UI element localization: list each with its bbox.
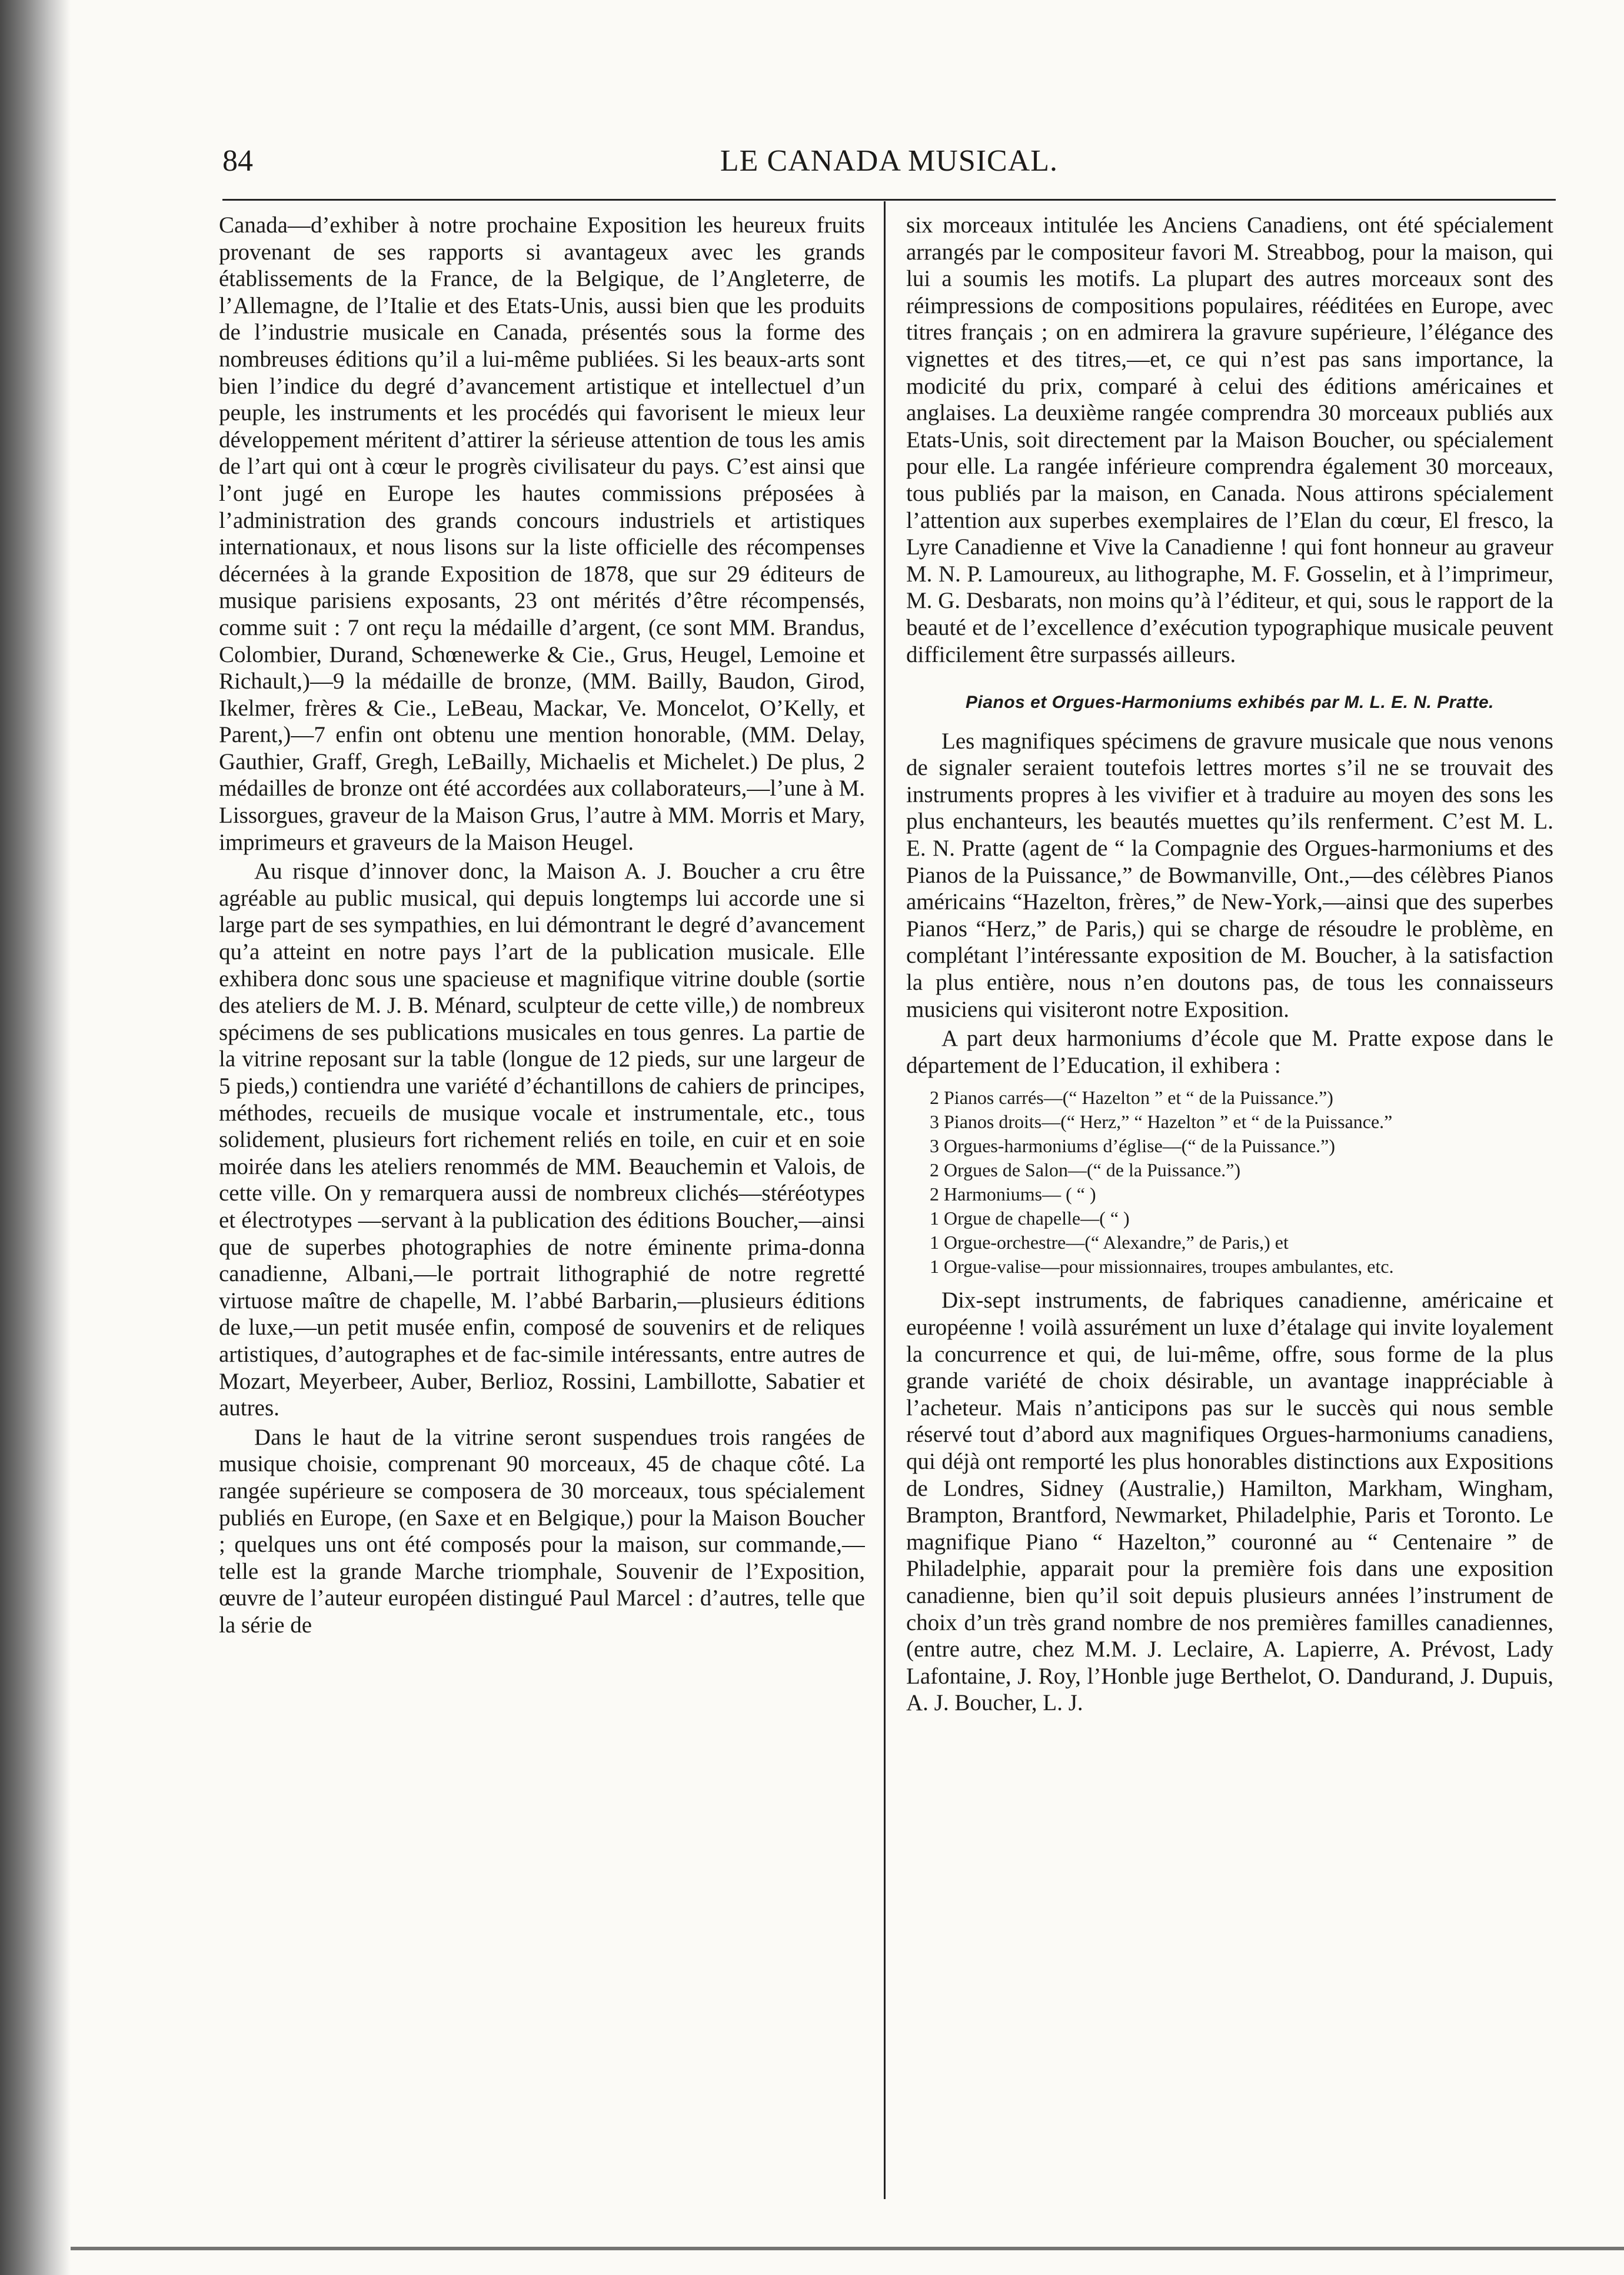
left-column — [219, 212, 865, 2201]
instrument-list — [930, 1086, 1553, 1279]
section-heading: Pianos et Orgues-Harmoniums exhibés par M. L. E. N. Pratte. — [965, 693, 1495, 713]
page-number: 84 — [222, 144, 253, 178]
paragraph: Dans le haut de la vitrine seront suspendues trois rangées de musique choisie, comprenant 90 morceaux, 45 de chaque côté. La rangée supérieure se composera de 30 morceaux, tous spécialement publiés en Europe, (en Saxe et en Belgique,) pour la Maison Boucher ; quelques uns ont été composés pour la maison, sur commande,—telle est la grande Marche triomphale, Souvenir de l’Exposition, œuvre de l’auteur européen distingué Paul Marcel : d’autres, telle que la série de — [219, 1424, 865, 1638]
scanned-binding-edge — [0, 0, 71, 2275]
paragraph: Au risque d’innover donc, la Maison A. J. Boucher a cru être agréable au public musical, qui depuis longtemps lui accorde une si large part de ses sympathies, en lui démontrant le degré d’avancement qu’a atteint en notre pays l’art de la publication musicale. Elle exhibera donc sous une spacieuse et magnifique vitrine double (sortie des ateliers de M. J. B. Ménard, sculpteur de cette ville,) de nombreux spécimens de ses publications musicales en tous genres. La partie de la vitrine reposant sur la table (longue de 12 pieds, sur une largeur de 5 pieds,) contiendra une variété d’échantillons de cahiers de principes, méthodes, recueils de musique vocale et instrumentale, etc., tous solidement, plusieurs fort richement reliés en toile, en cuir et en soie moirée dans les ateliers renommés de MM. Beauchemin et Valois, de cette ville. On y remarquera aussi de nombreux clichés—stéréotypes et électrotypes —servant à la publication des éditions Boucher,—ainsi que de superbes photographies de notre éminente prima-donna canadienne, Albani,—le portrait lithographié de notre regretté virtuose maître de chapelle, M. l’abbé Barbarin,—plusieurs éditions de luxe,—un petit musée enfin, composé de souvenirs et de reliques artistiques, d’autographes et de fac-simile intéressants, entre autres de Mozart, Meyerbeer, Auber, Berlioz, Rossini, Lambillotte, Sabatier et autres. — [219, 859, 865, 1421]
page-header — [222, 144, 1556, 185]
list-item: 2 Orgues de Salon—(“ de la Puissance.”) — [930, 1159, 1241, 1181]
paragraph: Canada—d’exhiber à notre prochaine Exposition les heureux fruits provenant de ses rapports si avantageux avec les grands établissements de la France, de la Belgique, de l’Angleterre, de l’Allemagne, de l’Italie et des Etats-Unis, aussi bien que les produits de l’industrie musicale en Canada, présentés sous la forme des nombreuses éditions qu’il a lui-même publiées. Si les beaux-arts sont bien l’indice du degré d’avancement artistique et intellectuel d’un peuple, les instruments et les procédés qui favorisent le mieux leur développement méritent d’attirer la sérieuse attention de tous les amis de l’art qui ont à cœur le progrès civilisateur du pays. C’est ainsi que l’ont jugé en Europe les hautes commissions préposées à l’administration des grands concours industriels et artistiques internationaux, et nous lisons sur la liste officielle des récompenses décernées à la grande Exposition de 1878, que sur 29 éditeurs de musique parisiens exposants, 23 ont mérités d’être récompensés, comme suit : 7 ont reçu la médaille d’argent, (ce sont MM. Brandus, Colombier, Durand, Schœnewerke & Cie., Grus, Heugel, Lemoine et Richault,)—9 la médaille de bronze, (MM. Bailly, Baudon, Girod, Ikelmer, frères & Cie., LeBeau, Mackar, Ve. Moncelot, O’Kelly, et Parent,)—7 enfin ont obtenu une mention honorable, (MM. Delay, Gauthier, Graff, Gregh, LeBailly, Michaelis et Michelet.) De plus, 2 médailles de bronze ont été accordées aux collaborateurs,—l’une à M. Lissorgues, graveur de la Maison Grus, l’autre à MM. Morris et Mary, imprimeurs et graveurs de la Maison Heugel. — [219, 212, 865, 855]
list-item: 3 Orgues-harmoniums d’église—(“ de la Puissance.”) — [930, 1135, 1335, 1157]
journal-title: LE CANADA MUSICAL. — [720, 144, 1059, 178]
list-item: 1 Orgue-orchestre—(“ Alexandre,” de Paris,) et — [930, 1232, 1289, 1253]
paragraph: six morceaux intitulée les Anciens Canadiens, ont été spécialement arrangés par le compositeur favori M. Streabbog, pour la maison, qui lui a soumis les motifs. La plupart des autres morceaux sont des réimpressions de compositions populaires, rééditées en Europe, avec titres français ; on en admirera la gravure supérieure, l’élégance des vignettes et des titres,—et, ce qui n’est pas sans importance, la modicité du prix, comparé à celui des éditions américaines et anglaises. La deuxième rangée comprendra 30 morceaux publiés aux Etats-Unis, soit directement par la Maison Boucher, ou spécialement pour elle. La rangée inférieure comprendra également 30 morceaux, tous publiés par la maison, en Canada. Nous attirons spécialement l’attention aux superbes exemplaires de l’Elan du cœur, El fresco, la Lyre Canadienne et Vive la Canadienne ! qui font honneur au graveur M. N. P. Lamoureux, au lithographe, M. F. Gosselin, et à l’imprimeur, M. G. Desbarats, non moins qu’à l’éditeur, et qui, sous le rapport de la beauté et de l’excellence d’exécution typographique musicale peuvent difficilement être surpassés ailleurs. — [906, 212, 1553, 667]
paragraph: A part deux harmoniums d’école que M. Pratte expose dans le département de l’Education, il exhibera : — [906, 1026, 1553, 1078]
column-divider — [884, 201, 886, 2199]
header-rule — [222, 199, 1556, 201]
list-item: 2 Harmoniums— ( “ ) — [930, 1183, 1096, 1205]
paragraph: Les magnifiques spécimens de gravure musicale que nous venons de signaler seraient toutefois lettres mortes s’il ne se trouvait des instruments propres à les vivifier et à traduire au moyen des sons les plus enchanteurs, les beautés muettes qu’ils renferment. C’est M. L. E. N. Pratte (agent de “ la Compagnie des Orgues-harmoniums et des Pianos de la Puissance,” de Bowmanville, Ont.,—des célèbres Pianos américains “Hazelton, frères,” de New-York,—ainsi que des superbes Pianos “Herz,” de Paris,) qui se charge de résoudre le problème, en complétant l’intéressante exposition de M. Boucher, à la satisfaction la plus entière, nous n’en doutons pas, de tous les connaisseurs musiciens qui visiteront notre Exposition. — [906, 728, 1553, 1022]
list-item: 3 Pianos droits—(“ Herz,” “ Hazelton ” et “ de la Puissance.” — [930, 1111, 1393, 1133]
list-item: 2 Pianos carrés—(“ Hazelton ” et “ de la Puissance.”) — [930, 1087, 1333, 1109]
list-item: 1 Orgue-valise—pour missionnaires, troupes ambulantes, etc. — [930, 1256, 1394, 1278]
list-item: 1 Orgue de chapelle—( “ ) — [930, 1208, 1130, 1229]
paragraph: Dix-sept instruments, de fabriques canadienne, américaine et européenne ! voilà assurément un luxe d’étalage qui invite loyalement la concurrence et qui, de lui-même, offre, sous forme de la plus grande variété de choix désirable, un avantage inappréciable à l’acheteur. Mais n’anticipons pas sur le succès qui nous semble réservé tout d’abord aux magnifiques Orgues-harmoniums canadiens, qui déjà ont remporté les plus honorables distinctions aux Expositions de Londres, Sidney (Australie,) Hamilton, Markham, Wingham, Brampton, Brantford, Newmarket, Philadelphie, Paris et Toronto. Le magnifique Piano “ Hazelton,” couronné au “ Centenaire ” de Philadelphie, apparait pour la première fois dans une exposition canadienne, bien qu’il soit depuis plusieurs années l’instrument de choix d’un très grand nombre de nos premières familles canadiennes, (entre autre, chez M.M. J. Leclaire, A. Lapierre, A. Prévost, Lady Lafontaine, J. Roy, l’Honble juge Berthelot, O. Dandurand, J. Dupuis, A. J. Boucher, L. J. — [906, 1288, 1553, 1716]
right-column — [906, 212, 1553, 2201]
scan-bottom-edge — [71, 2247, 1624, 2250]
